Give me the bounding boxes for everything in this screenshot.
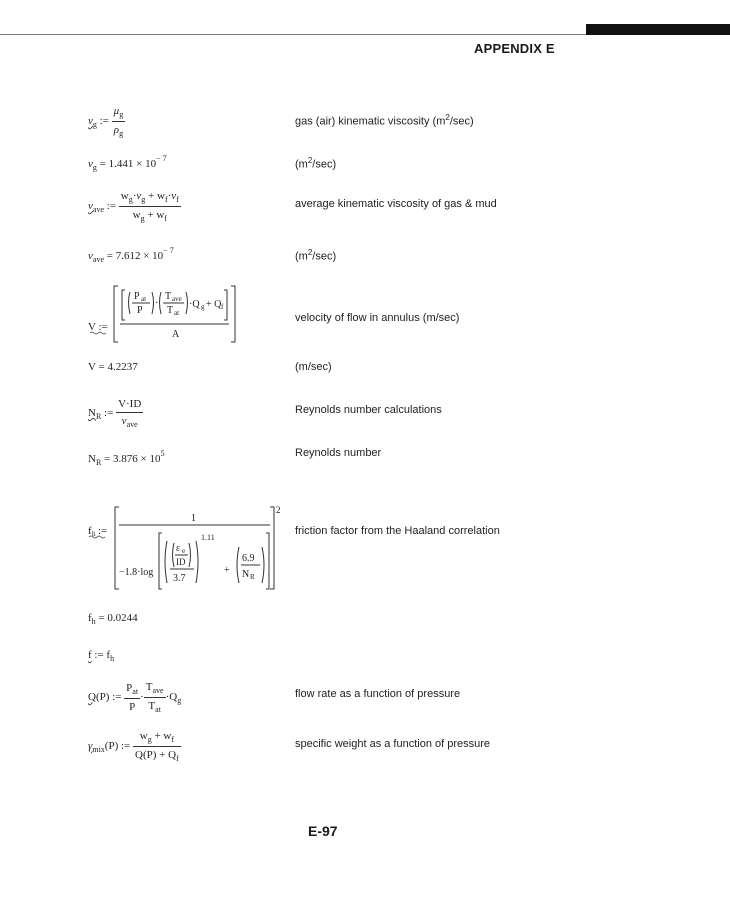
friction-value: 0.0244 bbox=[107, 612, 138, 624]
equation-reynolds-value: $N_R = 3.876 \times 10^5$ bbox=[88, 449, 165, 467]
equation-gas-viscosity-value: $\nu_g = 1.441 \times 10^{- 7}$ bbox=[88, 154, 167, 172]
equation-haaland-def bbox=[88, 503, 288, 593]
svg-text:ε: ε bbox=[176, 543, 181, 554]
header-bar bbox=[586, 24, 730, 35]
equation-average-viscosity-value: $\nu_{ave} = 7.612 \times 10^{- 7}$ bbox=[88, 246, 174, 264]
svg-text::=: := bbox=[98, 525, 108, 537]
description-velocity-unit: (m/sec) bbox=[295, 361, 332, 373]
equation-gas-viscosity-def: $\nu_g$ := $\frac{\mu_g}{\rho_g}$ bbox=[88, 105, 124, 138]
equation-friction-value: $f_h = 0.0244$ bbox=[88, 612, 138, 626]
description-reynolds-number: Reynolds number bbox=[295, 447, 382, 459]
description-flow-rate: flow rate as a function of pressure bbox=[295, 688, 461, 700]
svg-text:T: T bbox=[167, 305, 174, 316]
description-gas-viscosity-unit: $(m^2/\sec)$ bbox=[295, 156, 337, 171]
svg-text:h: h bbox=[92, 530, 96, 538]
velocity-value: 4.2237 bbox=[107, 361, 138, 373]
svg-text:·Q: ·Q bbox=[189, 299, 200, 310]
svg-text:1: 1 bbox=[191, 513, 196, 524]
svg-text:A: A bbox=[172, 329, 180, 340]
svg-text:3.7: 3.7 bbox=[173, 573, 186, 584]
svg-text:−1.8·log: −1.8·log bbox=[119, 567, 154, 578]
page-number: E-97 bbox=[308, 823, 338, 839]
svg-text:N: N bbox=[242, 569, 250, 580]
svg-text:ave: ave bbox=[172, 295, 182, 303]
svg-text:T: T bbox=[165, 291, 172, 302]
svg-text:+: + bbox=[224, 565, 230, 576]
svg-text:e: e bbox=[182, 547, 186, 555]
svg-text:1.11: 1.11 bbox=[201, 533, 215, 542]
equation-friction-assign: f := $f_h$ bbox=[88, 649, 115, 663]
equation-specific-weight-def: $\gamma_{mix}(P)$ := $\frac{w_g + w_f}{Q(P) + Q_f}$ bbox=[88, 730, 179, 763]
svg-text:at: at bbox=[141, 295, 147, 303]
svg-text:P: P bbox=[134, 291, 140, 302]
description-reynolds-calc: Reynolds number calculations bbox=[295, 404, 442, 416]
svg-text:R: R bbox=[250, 573, 255, 581]
svg-text:·: · bbox=[155, 298, 159, 309]
average-viscosity-value: 7.612 × 10 bbox=[115, 250, 164, 262]
svg-text:ID: ID bbox=[176, 557, 186, 567]
reynolds-value: 3.876 × 10 bbox=[113, 453, 161, 465]
svg-text:+ Q: + Q bbox=[206, 299, 222, 310]
description-average-viscosity-unit: $(m^2/\sec)$ bbox=[295, 248, 337, 263]
equation-flow-rate-def: Q(P) := $\frac{P_{at}}{P}$ · $\frac{T_{ave}}{T_{at}}$ $\cdot Q_g$ bbox=[88, 681, 182, 714]
equation-reynolds-def: $N_R$ := $\frac{V\cdot ID}{\nu_{ave}}$ bbox=[88, 398, 142, 429]
description-specific-weight: specific weight as a function of pressure bbox=[295, 738, 491, 750]
description-velocity: velocity of flow in annulus (m/sec) bbox=[295, 312, 460, 324]
svg-text:g: g bbox=[201, 303, 205, 311]
svg-text:P: P bbox=[137, 305, 143, 316]
svg-text:6.9: 6.9 bbox=[242, 553, 255, 564]
gas-viscosity-value: 1.441 × 10 bbox=[108, 158, 157, 170]
description-average-viscosity: average kinematic viscosity of gas & mud bbox=[295, 198, 497, 210]
description-gas-viscosity: gas (air) kinematic viscosity $(m^2/\sec)$ bbox=[295, 113, 474, 128]
page-header-title: APPENDIX E bbox=[474, 41, 555, 56]
svg-text:V :=: V := bbox=[88, 321, 108, 333]
svg-text:at: at bbox=[174, 309, 180, 317]
svg-text:f: f bbox=[221, 303, 224, 311]
svg-text:f: f bbox=[88, 525, 92, 537]
equation-velocity-value: V = 4.2237 bbox=[88, 361, 138, 373]
svg-text:2: 2 bbox=[276, 505, 281, 515]
equation-average-viscosity-def: $\nu_{ave}$ := $\frac{w_g\cdot\nu_g + w_f\cdot\nu_f}{w_g + w_f}$ bbox=[88, 190, 179, 223]
description-haaland: friction factor from the Haaland correlation bbox=[295, 525, 500, 537]
equation-velocity-def bbox=[88, 282, 248, 346]
